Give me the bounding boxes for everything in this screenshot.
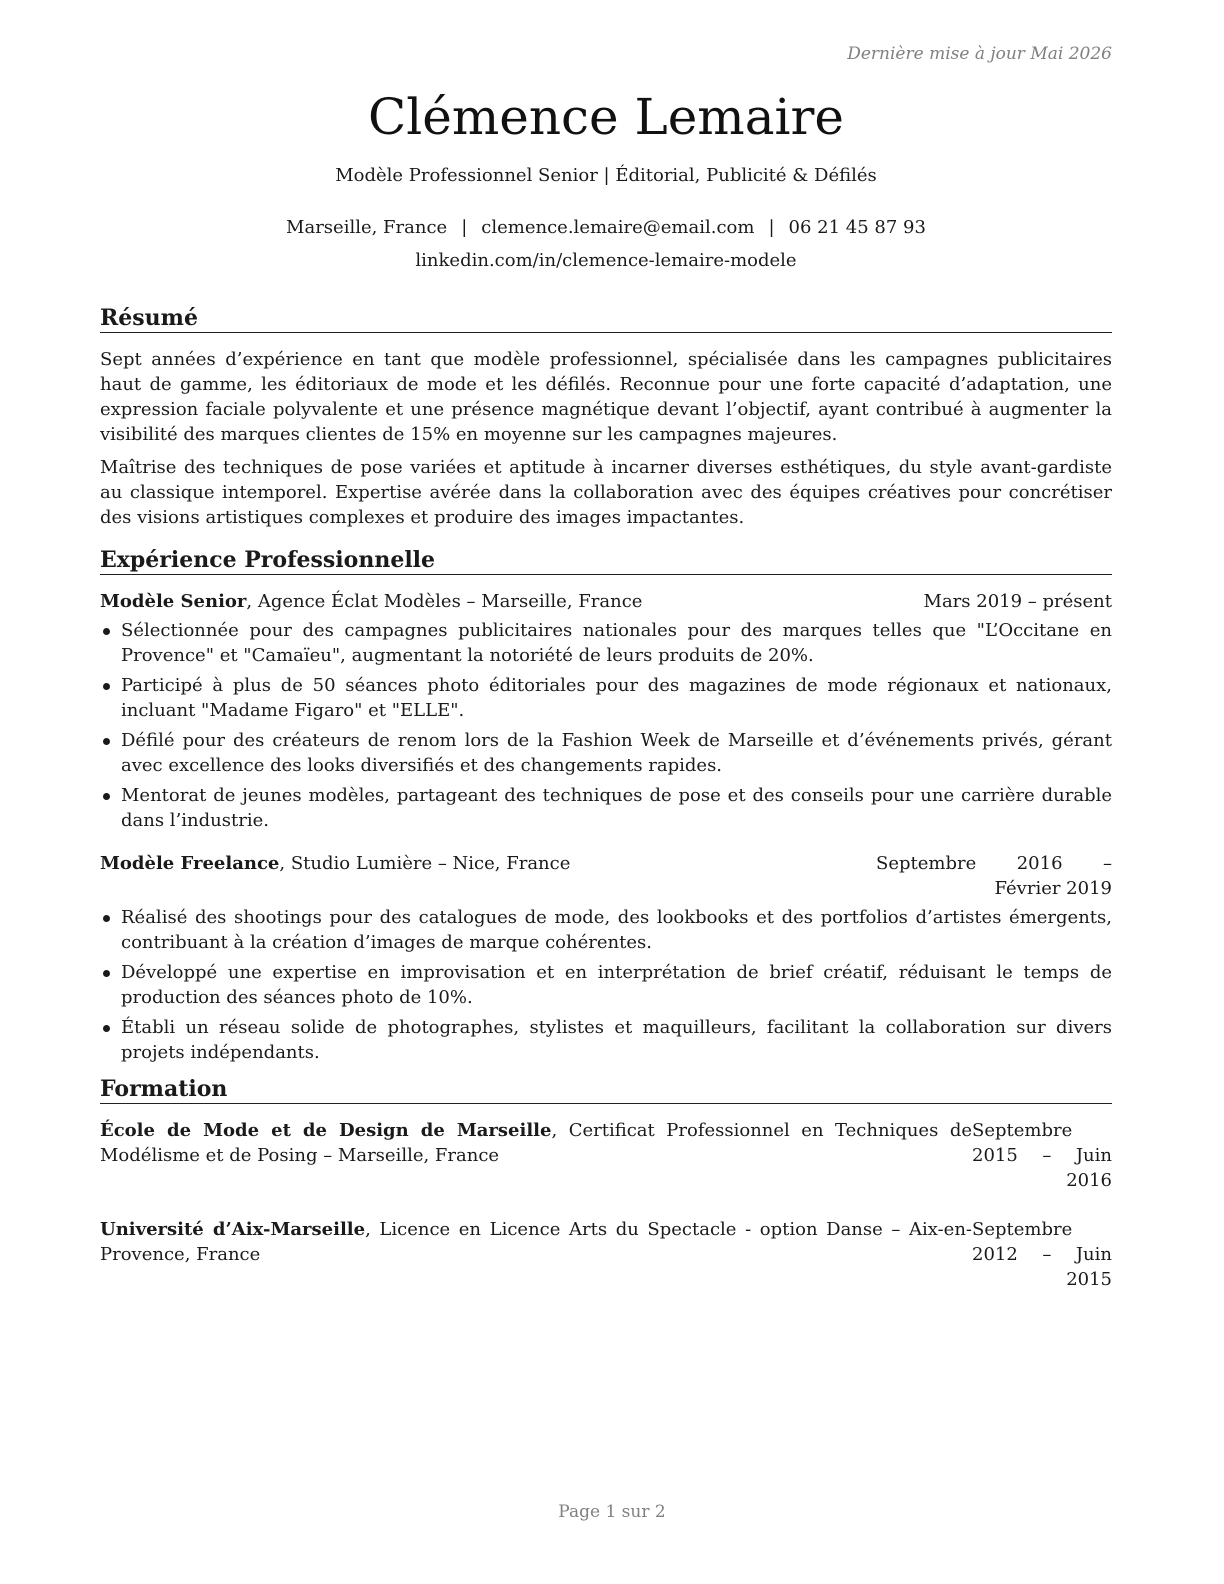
education-dates: Septembre 2012 – Juin 2015 [972, 1219, 1112, 1290]
contact-separator: | [768, 217, 775, 238]
job-company: , Agence Éclat Modèles – Marseille, France [246, 591, 643, 612]
candidate-subtitle: Modèle Professionnel Senior | Éditorial, Publicité & Défilés [335, 165, 877, 186]
job-role: Modèle Senior [100, 591, 247, 612]
education-section [100, 1075, 1112, 1292]
resume-body [100, 304, 1112, 1316]
education-entry [100, 1118, 1112, 1193]
experience-section [100, 546, 1112, 1065]
education-detail: , Certificat Professionnel en Techniques de Modélisme et de Posing – Marseille, France [100, 1120, 972, 1166]
education-dates: Septembre 2015 – Juin 2016 [972, 1120, 1112, 1191]
bullet-dot-icon [103, 915, 110, 922]
job-header [100, 589, 1112, 614]
bullet-dot-icon [103, 970, 110, 977]
contact-email[interactable]: clemence.lemaire@email.com [481, 217, 755, 238]
list-item: Participé à plus de 50 séances photo éditoriales pour des magazines de mode régionaux et nationaux, incluant "Madame Figaro" et "ELLE". [100, 673, 1112, 723]
list-item: Défilé pour des créateurs de renom lors de la Fashion Week de Marseille et d’événements privés, gérant avec excellence des looks diversifiés et des changements rapides. [100, 728, 1112, 778]
education-school: École de Mode et de Design de Marseille [100, 1120, 552, 1141]
contact-phone: 06 21 45 87 93 [788, 217, 926, 238]
job-entry [100, 851, 1112, 1065]
contact-separator: | [461, 217, 468, 238]
candidate-name: Clémence Lemaire [367, 88, 845, 146]
job-entry [100, 589, 1112, 833]
summary-section [100, 304, 1112, 530]
bullet-dot-icon [103, 683, 110, 690]
contact-linkedin[interactable]: linkedin.com/in/clemence-lemaire-modele [415, 250, 797, 271]
section-title-experience: Expérience Professionnelle [100, 546, 1112, 575]
contact-line [100, 216, 1112, 240]
job-role: Modèle Freelance [100, 853, 280, 874]
list-item: Mentorat de jeunes modèles, partageant des techniques de pose et des conseils pour une carrière durable dans l’industrie. [100, 783, 1112, 833]
education-school: Université d’Aix-Marseille [100, 1219, 366, 1240]
list-item: Sélectionnée pour des campagnes publicitaires nationales pour des marques telles que "L’Occitane en Provence" et "Camaïeu", augmentant la notoriété de leurs produits de 20%. [100, 618, 1112, 668]
page-number: Page 1 sur 2 [558, 1502, 666, 1522]
section-title-summary: Résumé [100, 304, 1112, 333]
job-company: , Studio Lumière – Nice, France [279, 853, 571, 874]
bullet-dot-icon [103, 1025, 110, 1032]
list-item: Établi un réseau solide de photographes, stylistes et maquilleurs, facilitant la collaboration sur divers projets indépendants. [100, 1015, 1112, 1065]
bullet-dot-icon [103, 738, 110, 745]
list-item: Réalisé des shootings pour des catalogues de mode, des lookbooks et des portfolios d’artistes émergents, contribuant à la création d’images de marque cohérentes. [100, 905, 1112, 955]
job-header [100, 851, 1112, 901]
bullet-dot-icon [103, 793, 110, 800]
summary-paragraph: Maîtrise des techniques de pose variées et aptitude à incarner diverses esthétiques, du style avant-gardiste au classique intemporel. Expertise avérée dans la collaboration avec des équipes créatives pour concrétiser des visions artistiques complexes et produire des images impactantes. [100, 457, 1112, 528]
job-bullets [100, 618, 1112, 833]
education-entry [100, 1217, 1112, 1292]
resume-header [100, 84, 1112, 273]
last-updated-note: Dernière mise à jour Mai 2026 [847, 44, 1112, 64]
education-detail: , Licence en Licence Arts du Spectacle - option Danse – Aix-en-Provence, France [100, 1219, 973, 1265]
job-bullets [100, 905, 1112, 1065]
bullet-dot-icon [103, 628, 110, 635]
section-title-education: Formation [100, 1075, 1112, 1104]
contact-location: Marseille, France [286, 217, 448, 238]
summary-paragraph: Sept années d’expérience en tant que modèle professionnel, spécialisée dans les campagnes publicitaires haut de gamme, les éditoriaux de mode et les défilés. Reconnue pour une forte capacité d’adaptation, une expression faciale polyvalente et une présence magnétique devant l’objectif, ayant contribué à augmenter la visibilité des marques clientes de 15% en moyenne sur les campagnes majeures. [100, 349, 1112, 445]
job-dates: Septembre 2016 – Février 2019 [876, 853, 1112, 899]
list-item: Développé une expertise en improvisation et en interprétation de brief créatif, réduisant le temps de production des séances photo de 10%. [100, 960, 1112, 1010]
job-dates: Mars 2019 – présent [923, 591, 1112, 612]
